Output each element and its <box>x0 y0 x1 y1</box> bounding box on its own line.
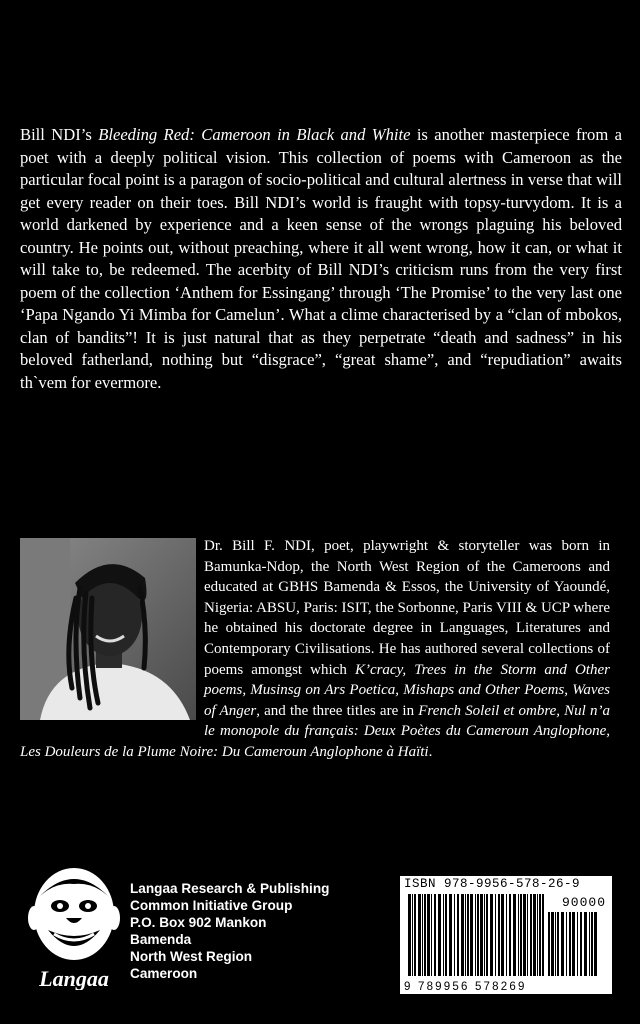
publisher-line: Langaa Research & Publishing <box>130 881 330 896</box>
price-barcode-bars <box>548 912 600 976</box>
isbn-text: ISBN 978-9956-578-26-9 <box>404 877 581 891</box>
langaa-logo <box>24 862 124 990</box>
author-bio <box>20 536 610 763</box>
publisher-line: P.O. Box 902 Mankon <box>130 915 267 930</box>
publisher-line: North West Region <box>130 949 253 964</box>
publisher-line: Common Initiative Group <box>130 898 293 913</box>
barcode-digits: 9 789956 578269 <box>404 981 527 993</box>
bio-text-1: Dr. Bill F. NDI, poet, playwright & storyteller was born in Bamunka-Ndop, the North West Region of the Cameroons and educated at GBHS Bamenda & Essos, the University of Yaoundé, Nigeria: ABSU, Paris: ISIT, the Sorbonne, Paris VIII & UCP where he obtained his doctorate degree in Languages, Literatures and Contemporary Civilisations. He has authored several collections of poems amongst which <box>204 538 610 678</box>
bio-titles-french: French Soleil et ombre, Nul n’a le monopole du français: Deux Poètes du Cameroun Anglophone, Les Douleurs de la Plume Noire: Du Cameroun Anglophone à Haïti <box>20 702 611 760</box>
bio-text-3: . <box>428 743 433 760</box>
blurb-text-body: is another masterpiece from a poet with a deeply political vision. This collection of poems with Cameroon as the particular focal point is a paragon of socio-political and cultural alertness in verse that will get every reader on their toes. Bill NDI’s world is fraught with topsy-turvydom. It is a world darkened by experience and a keen sense of the wrongs plaguing his beloved country. He points out, without preaching, where it all went wrong, how it can, or what it will take to, be redeemed. The acerbity of Bill NDI’s criticism runs from the very first poem of the collection ‘Anthem for Essingang’ through ‘The Promise’ to the very last one ‘Papa Ngando Yi Mimba for Camelun’. What a clime characterised by a “clan of mbokos, clan of bandits”! It is just natural that as they perpetrate “death and sadness” in his beloved fatherland, nothing but “disgrace”, “great shame”, and “repudiation” awaits th`vem for evermore. <box>20 125 622 393</box>
price-code: 90000 <box>561 895 606 910</box>
isbn-barcode <box>400 876 612 994</box>
back-cover-blurb <box>20 124 622 395</box>
bio-text-2: , and the three titles are in <box>256 702 419 719</box>
bio-titles-english: K’cracy, Trees in the Storm and Other poems, Musinsg on Ars Poetica, Mishaps and Other Poems, Waves of Anger <box>204 661 610 719</box>
publisher-line: Cameroon <box>130 966 198 981</box>
ean-barcode-bars <box>408 894 544 976</box>
publisher-line: Bamenda <box>130 932 192 947</box>
book-title-italic: Bleeding Red: Cameroon in Black and White <box>98 125 411 144</box>
logo-word: Langaa <box>39 966 109 990</box>
blurb-text-start: Bill NDI’s <box>20 125 99 144</box>
publisher-address <box>130 880 329 982</box>
